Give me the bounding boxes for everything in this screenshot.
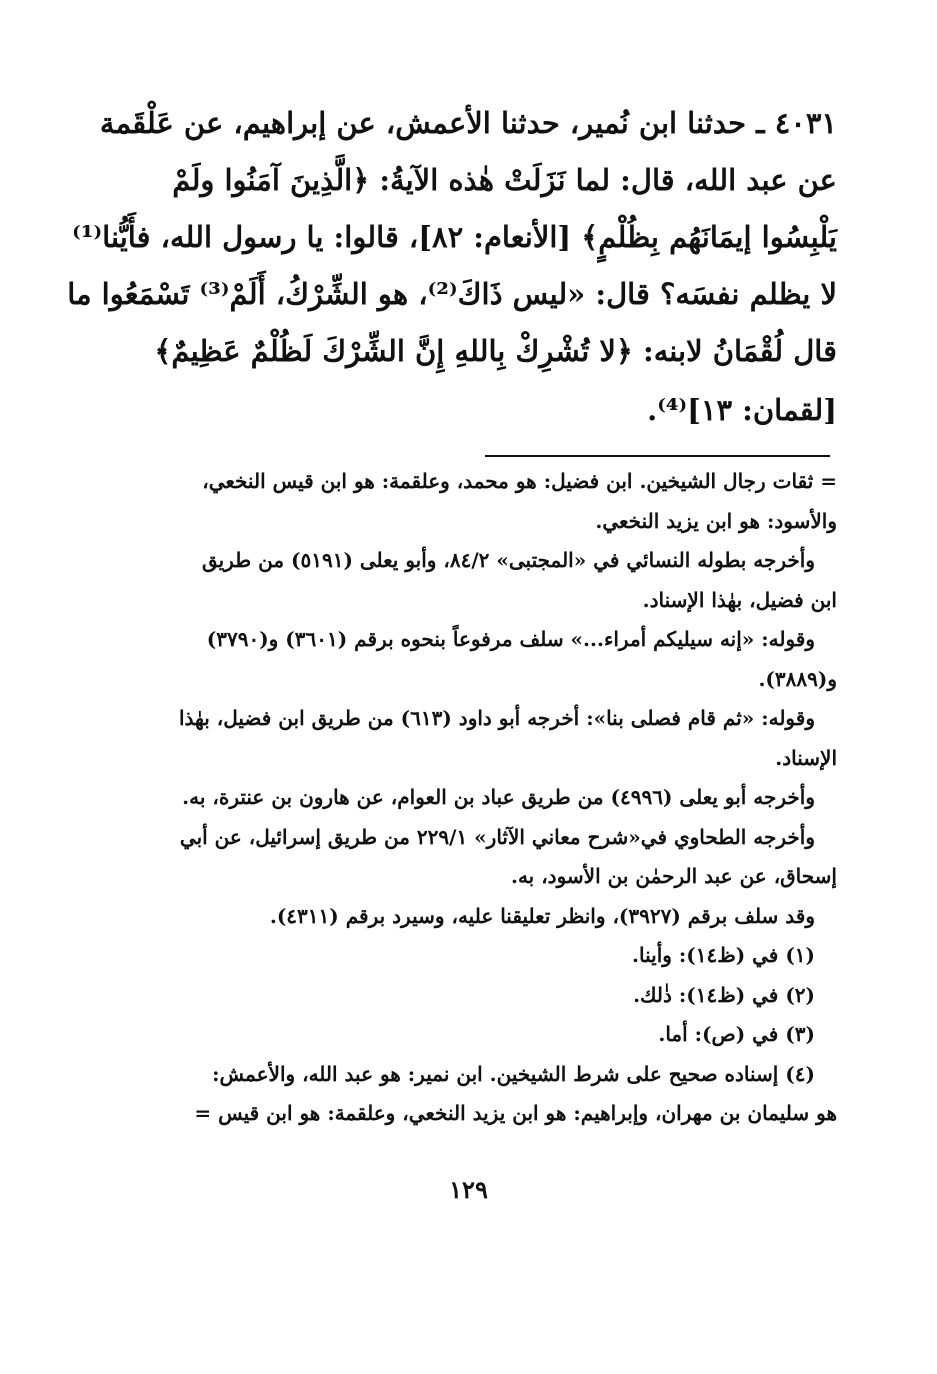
footnote-line: وقوله: «ثم قام فصلى بنا»: أخرجه أبو داود (٦١٣) من طريق ابن فضيل، بهٰذا (178, 706, 815, 730)
footnote-line: وقوله: «إنه سيليكم أمراء...» سلف مرفوعاً بنحوه برقم (٣٦٠١) و(٣٧٩٠) (206, 627, 815, 651)
hadith-text (67, 95, 837, 439)
footnote-item: (٤) إسناده صحيح على شرط الشيخين. ابن نمير: هو عبد الله، والأعمش: (212, 1061, 815, 1086)
footnote-line: وقد سلف برقم (٣٩٢٧)، وانظر تعليقنا عليه، وسيرد برقم (٤٣١١). (269, 903, 815, 928)
hadith-line: لا يظلم نفسَه؟ قال: «ليس ذَاكَ⁽²⁾، هو الشِّرْكُ، أَلَمْ⁽³⁾ تَسْمَعُوا ما (67, 277, 837, 311)
footnote-line: ابن فضيل، بهٰذا الإسناد. (642, 587, 837, 612)
page-number: ١٢٩ (449, 1175, 488, 1204)
footnote-line: الإسناد. (775, 745, 837, 770)
footnote-item: (٣) في (ص): أما. (658, 1022, 815, 1046)
footnote-separator (485, 455, 830, 457)
footnote-line: وأخرجه بطوله النسائي في «المجتبى» ٨٤/٢، وأبو يعلى (٥١٩١) من طريق (201, 548, 815, 572)
footnote-line: = ثقات رجال الشيخين. ابن فضيل: هو محمد، وعلقمة: هو ابن قيس النخعي، (202, 469, 837, 493)
footnote-line: وأخرجه الطحاوي في«شرح معاني الآثار» ٢٢٩/١ من طريق إسرائيل، عن أبي (179, 824, 815, 849)
footnote-line: والأسود: هو ابن يزيد النخعي. (595, 508, 837, 533)
footnote-item: (٢) في (ظ١٤): ذٰلك. (633, 982, 815, 1007)
hadith-line: عن عبد الله، قال: لما نَزَلَتْ هٰذه الآيةُ: ﴿الَّذِينَ آمَنُوا ولَمْ (172, 163, 837, 197)
footnote-item: (١) في (ظ١٤): وأينا. (632, 943, 815, 967)
hadith-line: [لقمان: ١٣]⁽⁴⁾. (647, 393, 837, 427)
footnote-line: وأخرجه أبو يعلى (٤٩٩٦) من طريق عباد بن العوام، عن هارون بن عنترة، به. (182, 785, 815, 809)
hadith-line: ٤٠٣١ ـ حدثنا ابن نُمير، حدثنا الأعمش، عن إبراهيم، عن عَلْقَمة (99, 106, 837, 140)
hadith-line: قال لُقْمَانُ لابنه: ﴿لا تُشْرِكْ بِاللهِ إِنَّ الشِّرْكَ لَظُلْمٌ عَظِيمٌ﴾ (154, 334, 837, 368)
footnote-line: إسحاق، عن عبد الرحمٰن بن الأسود، به. (511, 864, 837, 888)
footnote-line: و(٣٨٨٩). (758, 666, 837, 691)
footnote-line: هو سليمان بن مهران، وإبراهيم: هو ابن يزيد النخعي، وعلقمة: هو ابن قيس = (194, 1101, 837, 1125)
hadith-line: يَلْبِسُوا إيمَانَهُم بِظُلْمٍ﴾ [الأنعام: ٨٢]، قالوا: يا رسول الله، فأَيُّنا⁽¹⁾ (72, 220, 837, 254)
footnotes (130, 462, 837, 1134)
